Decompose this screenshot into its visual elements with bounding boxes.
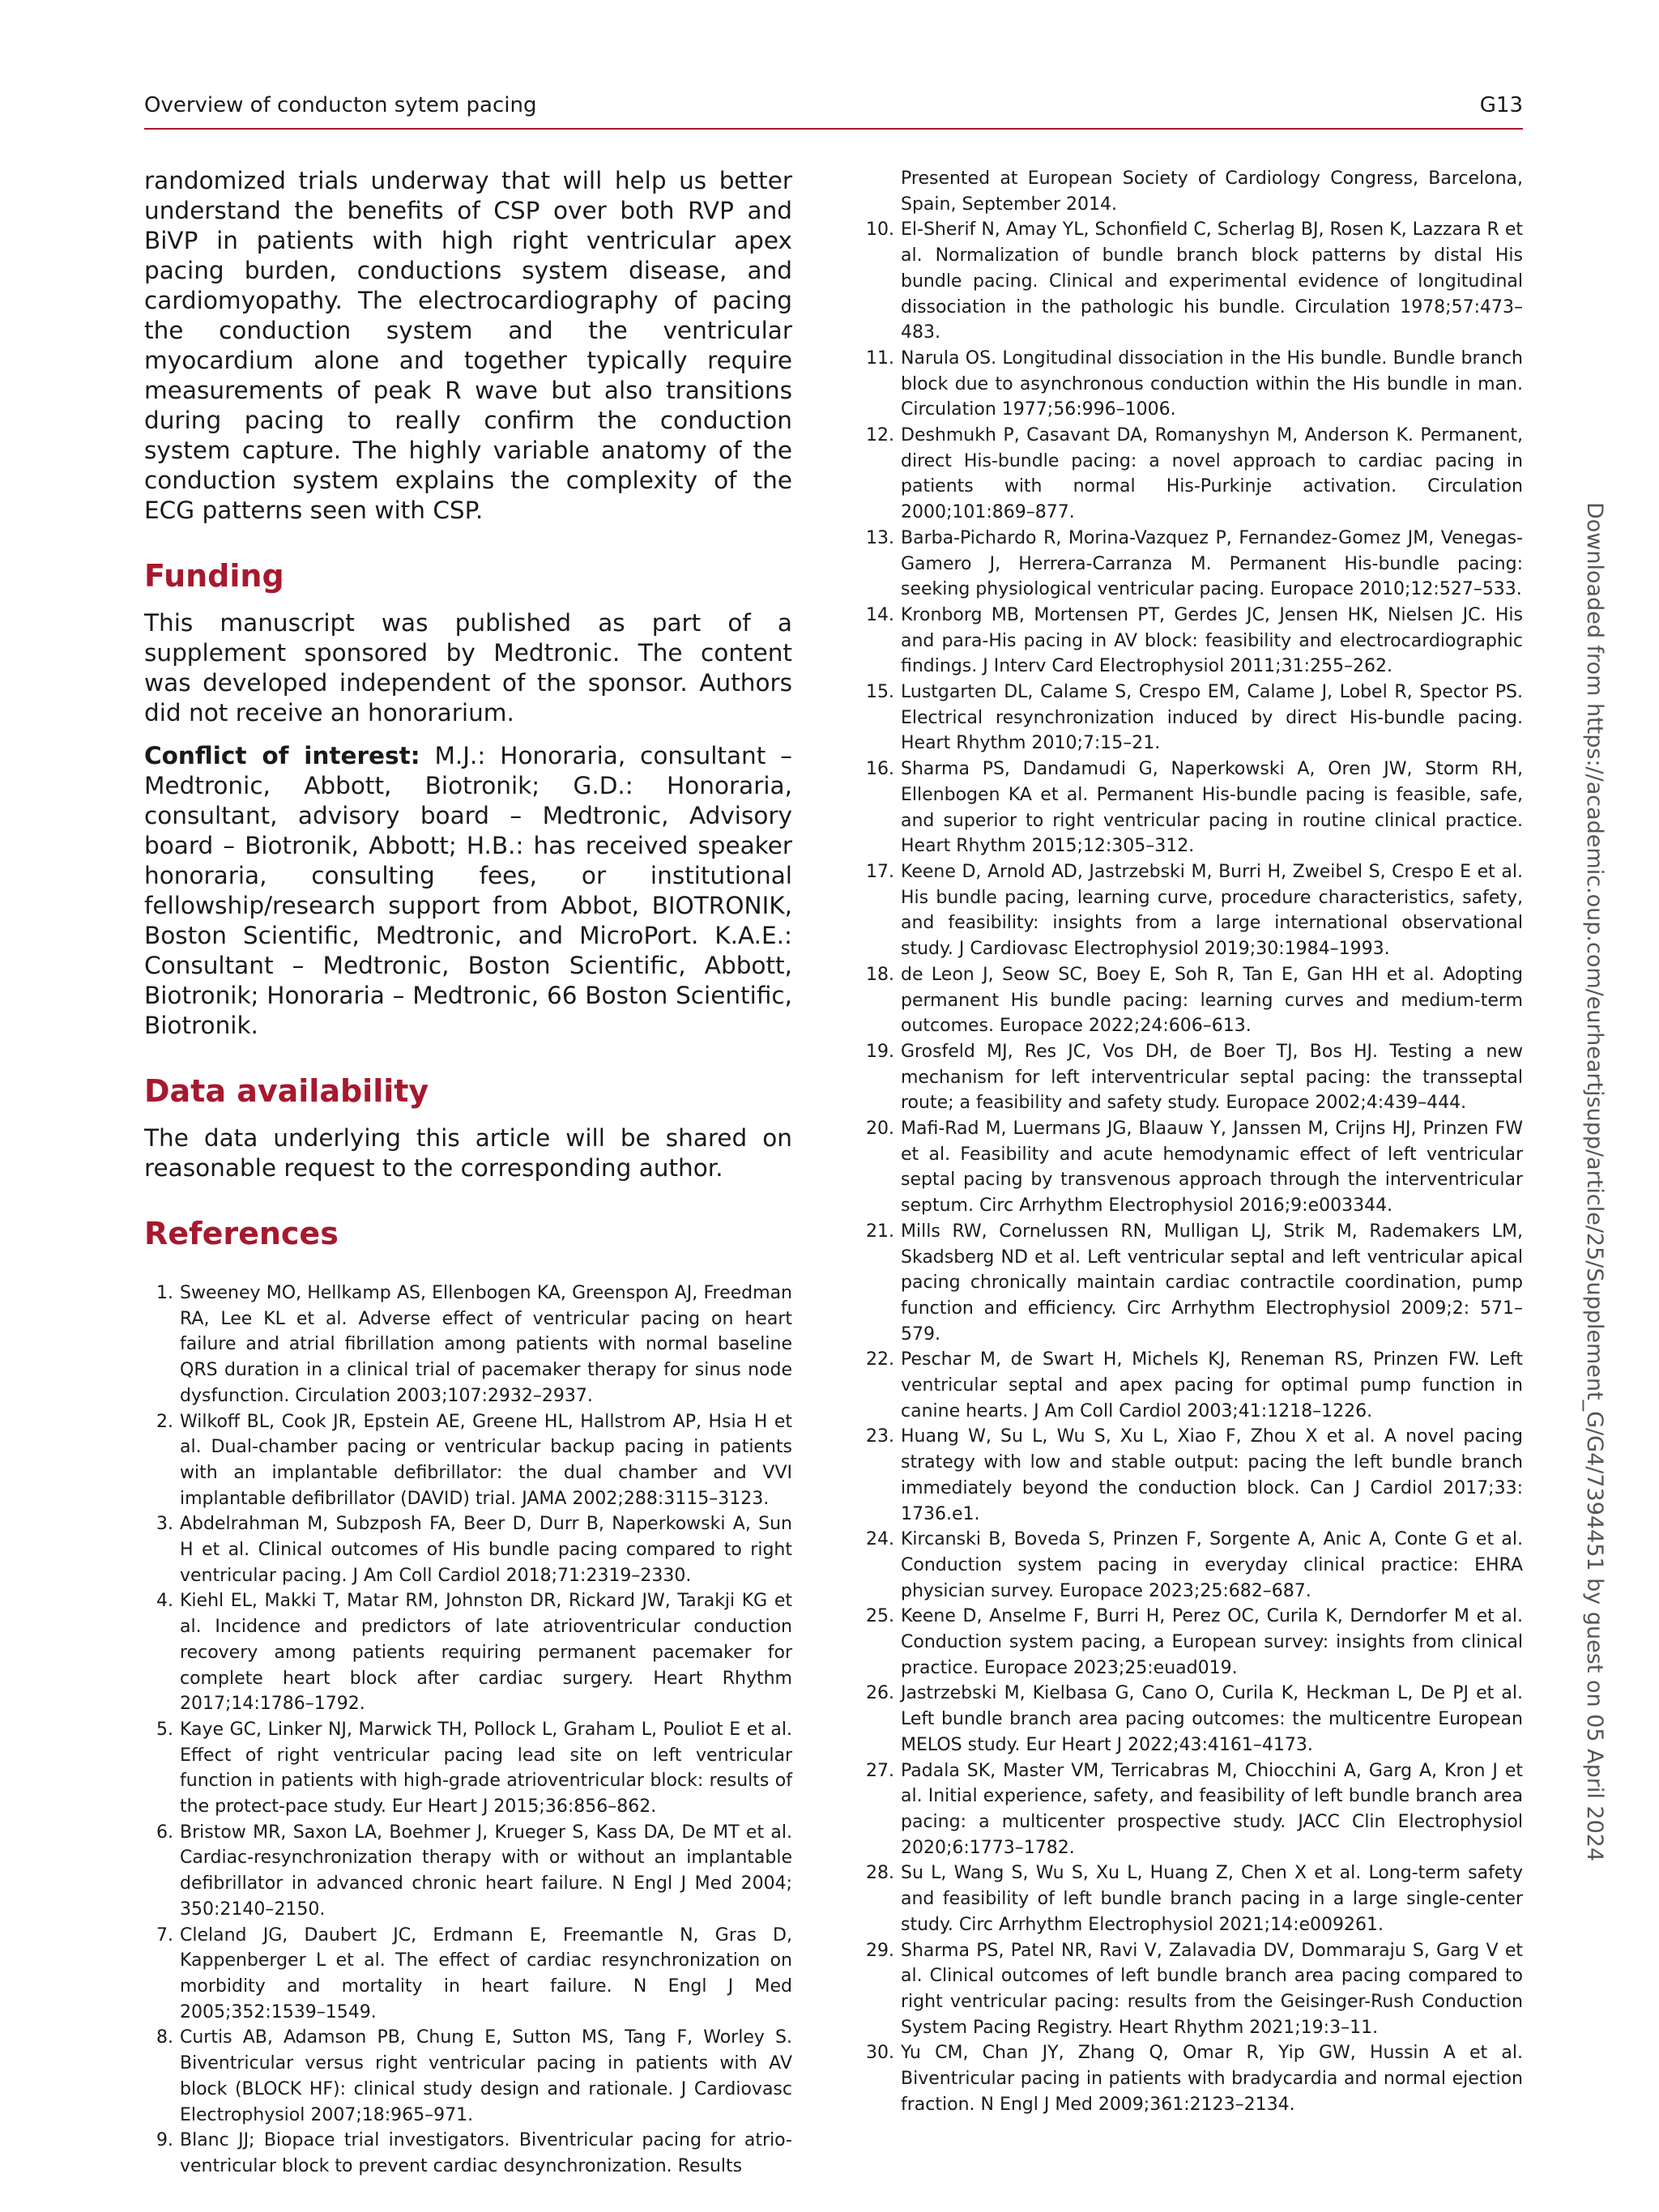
reference-item xyxy=(865,1347,1523,1424)
reference-number: 17. xyxy=(866,861,894,882)
reference-number: 2. xyxy=(156,1411,173,1432)
reference-item xyxy=(144,1409,792,1512)
reference-item xyxy=(865,1527,1523,1604)
reference-number: 27. xyxy=(866,1760,894,1781)
reference-item xyxy=(865,757,1523,859)
reference-number: 25. xyxy=(866,1606,894,1627)
reference-item xyxy=(865,1860,1523,1937)
conflict-paragraph xyxy=(144,741,792,1041)
reference-text: Deshmukh P, Casavant DA, Romanyshyn M, Anderson K. Permanent, direct His-bundle pacing: a novel approach to cardiac pacing in patients with normal His-Purkinje activation. Circulation 2000;101:869–877. xyxy=(901,425,1523,523)
left-column xyxy=(144,166,792,2180)
reference-item xyxy=(144,1281,792,1409)
reference-item xyxy=(865,423,1523,526)
reference-number: 19. xyxy=(866,1041,894,1062)
reference-number: 13. xyxy=(866,527,894,548)
reference-item xyxy=(865,1938,1523,2041)
running-title: Overview of conducton sytem pacing xyxy=(144,93,537,117)
reference-text: Huang W, Su L, Wu S, Xu L, Xiao F, Zhou X et al. A novel pacing strategy with low and stable output: pacing the left bundle branch immediately beyond the conduction block. Can J Cardiol 2017;33: 1736.e1. xyxy=(901,1426,1523,1524)
reference-list-left xyxy=(144,1281,792,2180)
reference-number: 22. xyxy=(866,1349,894,1370)
reference-text: Narula OS. Longitudinal dissociation in the His bundle. Bundle branch block due to asynchronous conduction within the His bundle in man. Circulation 1977;56:996–1006. xyxy=(901,347,1523,420)
reference-number: 12. xyxy=(866,425,894,446)
reference-item xyxy=(865,217,1523,346)
reference-text: Abdelrahman M, Subzposh FA, Beer D, Durr B, Naperkowski A, Sun H et al. Clinical outcomes of His bundle pacing compared to right ventricular pacing. J Am Coll Cardiol 2018;71:2319–2330. xyxy=(180,1514,792,1586)
reference-text: Yu CM, Chan JY, Zhang Q, Omar R, Yip GW, Hussin A et al. Biventricular pacing in patients with bradycardia and normal ejection fraction. N Engl J Med 2009;361:2123–2134. xyxy=(901,2043,1523,2115)
data-availability-paragraph: The data underlying this article will be shared on reasonable request to the corresponding author. xyxy=(144,1124,792,1182)
intro-paragraph: randomized trials underway that will help us better understand the benefits of CSP over both RVP and BiVP in patients with high right ventricular apex pacing burden, conductions system disease, and cardiomyopathy. The electrocardiography of pacing the conduction system and the ventricular myocardium alone and together typically require measurements of peak R wave but also transitions during pacing to really confirm the conduction system capture. The highly variable anatomy of the conduction system explains the complexity of the ECG patterns seen with CSP. xyxy=(144,167,792,524)
reference-item xyxy=(144,1588,792,1717)
reference-item xyxy=(865,859,1523,962)
running-header xyxy=(144,93,1523,126)
reference-item xyxy=(865,526,1523,603)
reference-item xyxy=(865,680,1523,757)
reference-9-continued: Presented at European Society of Cardiology Congress, Barcelona, Spain, September 2014. xyxy=(901,168,1523,215)
reference-number: 3. xyxy=(156,1514,173,1535)
conflict-label: Conflict of interest: xyxy=(144,742,420,769)
reference-text: Su L, Wang S, Wu S, Xu L, Huang Z, Chen X et al. Long-term safety and feasibility of left bundle branch pacing in a large single-center study. Circ Arrhythm Electrophysiol 2021;14:e009261. xyxy=(901,1863,1523,1935)
reference-text: Mafi-Rad M, Luermans JG, Blaauw Y, Janssen M, Crijns HJ, Prinzen FW et al. Feasibility and acute hemodynamic effect of left ventricular septal pacing by transvenous approach through the interventricular septum. Circ Arrhythm Electrophysiol 2016;9:e003344. xyxy=(901,1119,1523,1217)
funding-paragraph: This manuscript was published as part of a supplement sponsored by Medtronic. The content was developed independent of the sponsor. Authors did not receive an honorarium. xyxy=(144,609,792,727)
reference-text: Sharma PS, Patel NR, Ravi V, Zalavadia DV, Dommaraju S, Garg V et al. Clinical outcomes of left bundle branch area pacing compared to right ventricular pacing: results from the Geisinger-Rush Conduction System Pacing Registry. Heart Rhythm 2021;19:3–11. xyxy=(901,1940,1523,2038)
reference-item xyxy=(144,1923,792,2026)
reference-number: 16. xyxy=(866,759,894,780)
reference-text: Wilkoff BL, Cook JR, Epstein AE, Greene HL, Hallstrom AP, Hsia H et al. Dual-chamber pacing or ventricular backup pacing in patients with an implantable defibrillator: the dual chamber and VVI implantable defibrillator (DAVID) trial. JAMA 2002;288:3115–3123. xyxy=(180,1411,792,1509)
reference-number: 9. xyxy=(156,2130,173,2151)
reference-number: 23. xyxy=(866,1426,894,1447)
reference-number: 21. xyxy=(866,1221,894,1242)
reference-item xyxy=(144,2128,792,2179)
reference-number: 7. xyxy=(156,1924,173,1946)
reference-text: Keene D, Arnold AD, Jastrzebski M, Burri H, Zweibel S, Crespo E et al. His bundle pacing, learning curve, procedure characteristics, safety, and feasibility: insights from a large international observational study. J Cardiovasc Electrophysiol 2019;30:1984–1993. xyxy=(901,861,1523,960)
reference-item xyxy=(865,962,1523,1039)
reference-number: 26. xyxy=(866,1683,894,1704)
reference-item xyxy=(865,2040,1523,2117)
download-watermark: Downloaded from https://academic.oup.com/eurheartjsupp/article/25/Supplement_G/G4/7394451 by guest on 05 April 2024 xyxy=(1582,502,1607,1862)
reference-item xyxy=(865,346,1523,423)
reference-text: Mills RW, Cornelussen RN, Mulligan LJ, Strik M, Rademakers LM, Skadsberg ND et al. Left ventricular septal and left ventricular apical pacing chronically maintain cardiac contractile coordination, pump function and efficiency. Circ Arrhythm Electrophysiol 2009;2: 571–579. xyxy=(901,1221,1523,1345)
reference-number: 20. xyxy=(866,1119,894,1140)
header-rule xyxy=(144,128,1523,130)
reference-text: Blanc JJ; Biopace trial investigators. Biventricular pacing for atrio-ventricular block to prevent cardiac desynchronization. Results xyxy=(180,2130,792,2176)
reference-text: Peschar M, de Swart H, Michels KJ, Reneman RS, Prinzen FW. Left ventricular septal and apex pacing for optimal pump function in canine hearts. J Am Coll Cardiol 2003;41:1218–1226. xyxy=(901,1349,1523,1421)
reference-number: 30. xyxy=(866,2043,894,2064)
reference-text: Cleland JG, Daubert JC, Erdmann E, Freemantle N, Gras D, Kappenberger L et al. The effect of cardiac resynchronization on morbidity and mortality in heart failure. N Engl J Med 2005;352:1539–1549. xyxy=(180,1924,792,2022)
reference-number: 24. xyxy=(866,1529,894,1550)
reference-item xyxy=(144,1717,792,1820)
reference-text: Grosfeld MJ, Res JC, Vos DH, de Boer TJ, Bos HJ. Testing a new mechanism for left interventricular septal pacing: the transseptal route; a feasibility and safety study. Europace 2002;4:439–444. xyxy=(901,1041,1523,1114)
reference-list-right xyxy=(865,217,1523,2117)
reference-text: Kronborg MB, Mortensen PT, Gerdes JC, Jensen HK, Nielsen JC. His and para-His pacing in AV block: feasibility and electrocardiographic findings. J Interv Card Electrophysiol 2011;31:255–262. xyxy=(901,604,1523,677)
reference-number: 15. xyxy=(866,682,894,703)
reference-text: Bristow MR, Saxon LA, Boehmer J, Krueger S, Kass DA, De MT et al. Cardiac-resynchronization therapy with or without an implantable defibrillator in advanced chronic heart failure. N Engl J Med 2004; 350:2140–2150. xyxy=(180,1822,792,1920)
reference-number: 18. xyxy=(866,964,894,985)
reference-item xyxy=(865,1424,1523,1527)
reference-item xyxy=(865,1604,1523,1681)
reference-number: 28. xyxy=(866,1863,894,1884)
reference-number: 11. xyxy=(866,347,894,369)
reference-item xyxy=(144,1820,792,1923)
reference-text: Kaye GC, Linker NJ, Marwick TH, Pollock L, Graham L, Pouliot E et al. Effect of right ventricular pacing lead site on left ventricular function in patients with high-grade atrioventricular block: results of the protect-pace study. Eur Heart J 2015;36:856–862. xyxy=(180,1719,792,1818)
right-column xyxy=(865,166,1523,2117)
reference-number: 5. xyxy=(156,1719,173,1740)
reference-text: de Leon J, Seow SC, Boey E, Soh R, Tan E, Gan HH et al. Adopting permanent His bundle pacing: learning curves and medium-term outcomes. Europace 2022;24:606–613. xyxy=(901,964,1523,1037)
reference-number: 14. xyxy=(866,604,894,625)
reference-text: Lustgarten DL, Calame S, Crespo EM, Calame J, Lobel R, Spector PS. Electrical resynchronization induced by direct His-bundle pacing. Heart Rhythm 2010;7:15–21. xyxy=(901,682,1523,754)
reference-item xyxy=(144,2025,792,2128)
reference-text: Curtis AB, Adamson PB, Chung E, Sutton MS, Tang F, Worley S. Biventricular versus right ventricular pacing in patients with AV block (BLOCK HF): clinical study design and rationale. J Cardiovasc Electrophysiol 2007;18:965–971. xyxy=(180,2027,792,2125)
reference-text: Sharma PS, Dandamudi G, Naperkowski A, Oren JW, Storm RH, Ellenbogen KA et al. Permanent His-bundle pacing is feasible, safe, and superior to right ventricular pacing in routine clinical practice. Heart Rhythm 2015;12:305–312. xyxy=(901,759,1523,857)
reference-text: Kircanski B, Boveda S, Prinzen F, Sorgente A, Anic A, Conte G et al. Conduction system pacing in everyday clinical practice: EHRA physician survey. Europace 2023;25:682–687. xyxy=(901,1529,1523,1601)
reference-item xyxy=(144,1511,792,1588)
reference-item xyxy=(865,1758,1523,1861)
reference-item xyxy=(865,1219,1523,1348)
reference-text: Jastrzebski M, Kielbasa G, Cano O, Curila K, Heckman L, De PJ et al. Left bundle branch area pacing outcomes: the multicentre European MELOS study. Eur Heart J 2022;43:4161–4173. xyxy=(901,1683,1523,1755)
reference-item xyxy=(865,1681,1523,1758)
data-availability-heading: Data availability xyxy=(144,1073,429,1109)
reference-number: 10. xyxy=(866,219,894,241)
page-number: G13 xyxy=(1479,93,1523,117)
conflict-text: M.J.: Honoraria, consultant – Medtronic, Abbott, Biotronik; G.D.: Honoraria, consultant, advisory board – Medtronic, Advisory board – Biotronik, Abbott; H.B.: has received speaker honoraria, consulting fees, or institutional fellowship/research support from Abbot, BIOTRONIK, Boston Scientific, Medtronic, and MicroPort. K.A.E.: Consultant – Medtronic, Boston Scientific, Abbott, Biotronik; Honoraria – Medtronic, 66 Boston Scientific, Biotronik. xyxy=(144,742,792,1039)
reference-number: 8. xyxy=(156,2027,173,2048)
references-heading: References xyxy=(144,1216,339,1251)
reference-text: El-Sherif N, Amay YL, Schonfield C, Scherlag BJ, Rosen K, Lazzara R et al. Normalization of bundle branch block patterns by distal His bundle pacing. Clinical and experimental evidence of longitudinal dissociation in the pathologic his bundle. Circulation 1978;57:473–483. xyxy=(901,219,1523,343)
reference-text: Barba-Pichardo R, Morina-Vazquez P, Fernandez-Gomez JM, Venegas-Gamero J, Herrera-Carranza M. Permanent His-bundle pacing: seeking physiological ventricular pacing. Europace 2010;12:527–533. xyxy=(901,527,1523,600)
reference-number: 1. xyxy=(156,1283,173,1303)
reference-number: 29. xyxy=(866,1940,894,1961)
reference-item xyxy=(865,603,1523,680)
reference-item xyxy=(865,1039,1523,1116)
reference-number: 4. xyxy=(156,1591,173,1612)
reference-number: 6. xyxy=(156,1822,173,1843)
reference-text: Keene D, Anselme F, Burri H, Perez OC, Curila K, Derndorfer M et al. Conduction system pacing, a European survey: insights from clinical practice. Europace 2023;25:euad019. xyxy=(901,1606,1523,1678)
reference-item xyxy=(865,1116,1523,1219)
reference-text: Padala SK, Master VM, Terricabras M, Chiocchini A, Garg A, Kron J et al. Initial experience, safety, and feasibility of left bundle branch area pacing: a multicenter prospective study. JACC Clin Electrophysiol 2020;6:1773–1782. xyxy=(901,1760,1523,1858)
reference-text: Kiehl EL, Makki T, Matar RM, Johnston DR, Rickard JW, Tarakji KG et al. Incidence and predictors of late atrioventricular conduction recovery among patients requiring permanent pacemaker for complete heart block after cardiac surgery. Heart Rhythm 2017;14:1786–1792. xyxy=(180,1591,792,1715)
funding-heading: Funding xyxy=(144,558,284,594)
reference-text: Sweeney MO, Hellkamp AS, Ellenbogen KA, Greenspon AJ, Freedman RA, Lee KL et al. Adverse effect of ventricular pacing on heart failure and atrial fibrillation among patients with normal baseline QRS duration in a clinical trial of pacemaker therapy for sinus node dysfunction. Circulation 2003;107:2932–2937. xyxy=(180,1283,792,1406)
